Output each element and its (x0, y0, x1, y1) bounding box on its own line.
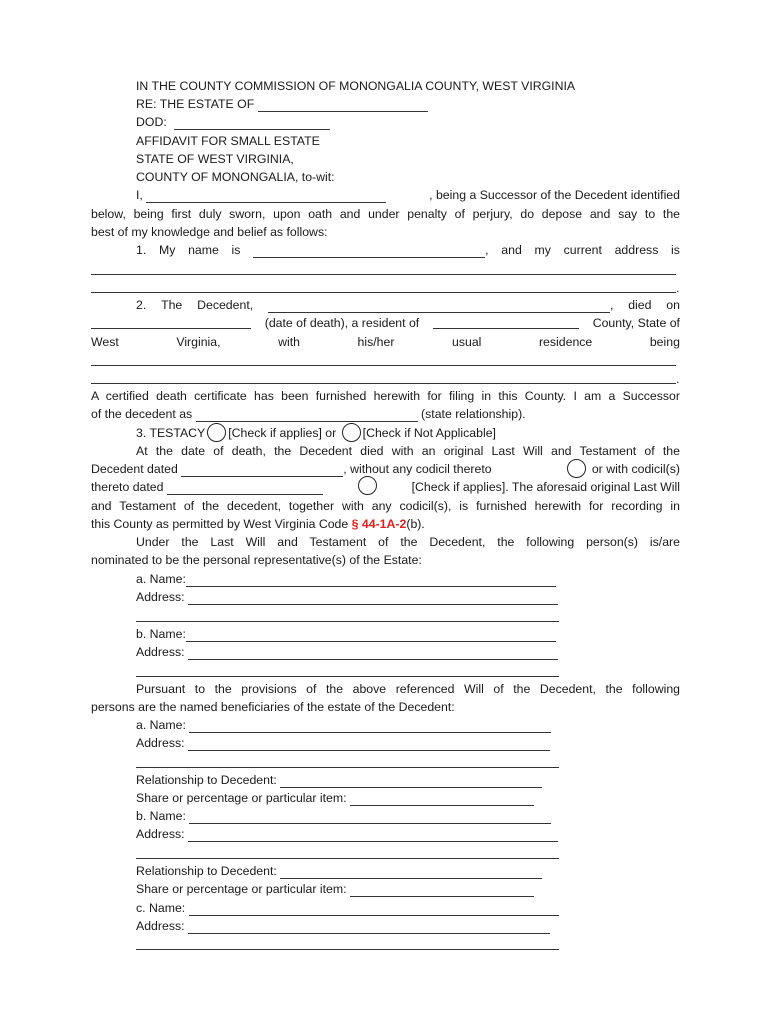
without-codicil-radio[interactable] (567, 459, 586, 478)
death-date-line: (date of death), a resident of County, State of (91, 315, 680, 331)
ben-c-address-row: Address: (136, 918, 550, 934)
county-line: COUNTY OF MONONGALIA, to-wit: (136, 170, 335, 184)
knowledge-line: best of my knowledge and belief as follows: (91, 225, 328, 239)
ben-a-name-field[interactable] (189, 719, 551, 733)
affiant-prefix: I, (136, 187, 386, 203)
under-will-line: Under the Last Will and Testament of the Decedent, the following person(s) is/are (136, 535, 680, 549)
estate-of-line (136, 96, 428, 112)
address-line-2[interactable] (91, 292, 676, 293)
successor-text: , being a Successor of the Decedent identified (429, 188, 680, 202)
rep-b-address-field[interactable] (188, 646, 558, 660)
sworn-line: below, being first duly sworn, upon oath and under penalty of perjury, do depose and say to the (91, 207, 680, 221)
ben-b-address-row: Address: (136, 826, 558, 842)
ben-c-name-row: c. Name: (136, 900, 559, 916)
will-date-field[interactable] (181, 463, 343, 477)
residence-field-2[interactable] (91, 383, 676, 384)
ben-b-relationship-row: Relationship to Decedent: (136, 863, 542, 879)
beneficiaries-line: persons are the named beneficiaries of the estate of the Decedent: (91, 700, 455, 714)
ben-a-address-row: Address: (136, 735, 550, 751)
nominated-line: nominated to be the personal representative(s) of the Estate: (91, 553, 422, 567)
ben-b-address-field[interactable] (188, 828, 558, 842)
ben-b-name-field[interactable] (189, 810, 551, 824)
residence-line: West Virginia, with his/her usual residence being (91, 335, 680, 349)
ben-b-address-field-2[interactable] (136, 858, 559, 859)
ben-b-name-row: b. Name: (136, 808, 551, 824)
testament-line: and Testament of the decedent, together with any codicil(s), is furnished herewith for recording in (91, 499, 680, 513)
rep-b-name-field[interactable] (186, 628, 556, 642)
affiant-line (136, 187, 680, 203)
will-dated-line: Decedent dated , without any codicil thereto or with codicil(s) (91, 461, 680, 477)
ben-b-share-row: Share or percentage or particular item: (136, 881, 534, 897)
decedent-name-field[interactable] (268, 299, 610, 313)
ben-a-share-field[interactable] (350, 792, 534, 806)
address-line-1[interactable] (91, 274, 676, 275)
residence-field-1[interactable] (91, 365, 676, 366)
ben-a-address-field[interactable] (188, 737, 550, 751)
rep-a-address-field-2[interactable] (136, 621, 559, 622)
ben-c-address-field-2[interactable] (136, 949, 559, 950)
codicil-applies-radio[interactable] (358, 476, 377, 495)
code-reference-link[interactable]: § 44-1A-2 (351, 517, 407, 531)
estate-name-field[interactable] (258, 98, 428, 112)
testacy-label: 3. TESTACY (136, 426, 206, 440)
will-date-line: At the date of death, the Decedent died with an original Last Will and Testament of the (136, 444, 680, 458)
relationship-line: of the decedent as (state relationship). (91, 407, 526, 421)
ben-b-relationship-field[interactable] (280, 865, 542, 879)
rep-a-name-field[interactable] (186, 573, 556, 587)
item2-line: 2. The Decedent, , died on (136, 298, 680, 312)
affidavit-title: AFFIDAVIT FOR SMALL ESTATE (136, 134, 320, 148)
rep-a-address-field[interactable] (188, 591, 558, 605)
testacy-applies-radio[interactable] (207, 423, 226, 442)
resident-county-field[interactable] (433, 315, 579, 329)
dod-line (136, 114, 330, 130)
ben-c-address-field[interactable] (188, 920, 550, 934)
affiant-name-field-2[interactable] (253, 244, 485, 258)
pursuant-line: Pursuant to the provisions of the above referenced Will of the Decedent, the following (136, 682, 680, 696)
rep-b-address-field-2[interactable] (136, 676, 559, 677)
state-line: STATE OF WEST VIRGINIA, (136, 152, 294, 166)
ben-a-name-row: a. Name: (136, 717, 551, 733)
affiant-name-field[interactable] (146, 189, 386, 203)
date-of-death-field[interactable] (91, 315, 251, 329)
rep-a-name-row: a. Name: (136, 571, 556, 587)
ben-c-name-field[interactable] (189, 902, 559, 916)
residence-period: . (676, 372, 680, 386)
codicil-dated-line: thereto dated [Check if applies]. The aforesaid original Last Will (91, 479, 680, 495)
ben-a-relationship-field[interactable] (280, 774, 542, 788)
rep-b-name-row: b. Name: (136, 626, 556, 642)
court-heading: IN THE COUNTY COMMISSION OF MONONGALIA COUNTY, WEST VIRGINIA (136, 79, 576, 93)
ben-a-share-row: Share or percentage or particular item: (136, 790, 534, 806)
codicil-date-field[interactable] (167, 481, 323, 495)
rep-b-address-row: Address: (136, 644, 558, 660)
dod-label: DOD: (136, 115, 167, 129)
rep-a-address-row: Address: (136, 589, 558, 605)
code-line: this County as permitted by West Virginia Code § 44-1A-2(b). (91, 517, 425, 531)
address-period: . (676, 281, 680, 295)
testacy-not-applicable-radio[interactable] (342, 423, 361, 442)
testacy-line: 3. TESTACY [Check if applies] or [Check if Not Applicable] (136, 425, 496, 441)
state-relationship-field[interactable] (196, 408, 418, 422)
dod-field[interactable] (174, 116, 330, 130)
item1-line: 1. My name is , and my current address is (136, 243, 680, 257)
certificate-line: A certified death certificate has been furnished herewith for filing in this County. I am a Successor (91, 389, 680, 403)
ben-a-relationship-row: Relationship to Decedent: (136, 772, 542, 788)
ben-a-address-field-2[interactable] (136, 767, 559, 768)
ben-b-share-field[interactable] (350, 883, 534, 897)
estate-of-label: RE: THE ESTATE OF (136, 97, 255, 111)
